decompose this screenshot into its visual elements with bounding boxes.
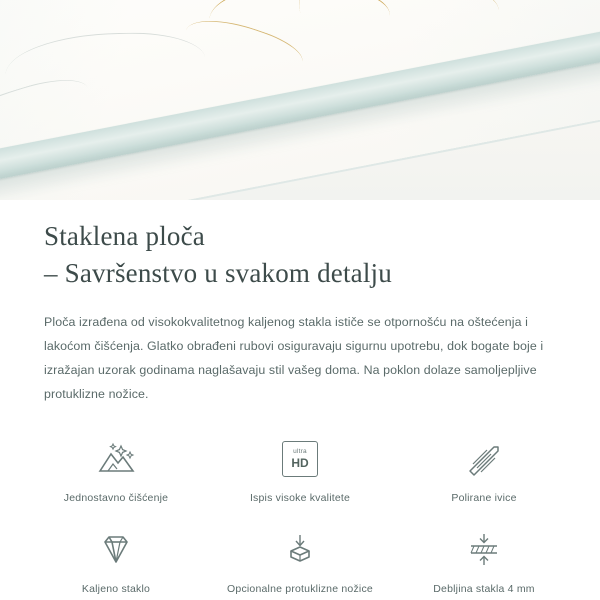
- headline-line-2: – Savršenstvo u svakom detalju: [44, 258, 392, 288]
- feature-grid: [0, 436, 600, 596]
- polished-edges-icon: [460, 436, 508, 482]
- gold-vein: [283, 0, 521, 50]
- feature-label: Polirane ivice: [451, 492, 517, 504]
- ultra-hd-badge-top: ultra: [293, 448, 307, 456]
- feature-label: Debljina stakla 4 mm: [433, 583, 535, 595]
- gold-vein: [180, 8, 307, 86]
- gold-vein: [345, 0, 502, 41]
- feature-label: Opcionalne protuklizne nožice: [227, 583, 373, 595]
- feature-label: Kaljeno staklo: [81, 583, 151, 595]
- feature-item-anti-slip-pads: [208, 527, 392, 596]
- ultra-hd-icon: [276, 436, 324, 482]
- description-paragraph: Ploča izrađena od visokokvalitetnog kaljenog stakla ističe se otpornošću na oštećenja i lakoćom čišćenja. Glatko obrađeni rubovi osiguravaju sigurnu upotrebu, dok bogate boje i izražajan uzorak godinama naglašavaju stil vašeg doma. Na poklon dolaze samoljepljive protuklizne nožice.: [44, 315, 544, 401]
- feature-label: Ispis visoke kvalitete: [249, 492, 351, 504]
- glass-thickness-icon: [460, 527, 508, 573]
- feature-item-polished-edges: [392, 436, 576, 505]
- diamond-icon: [92, 527, 140, 573]
- page-title: [44, 218, 556, 292]
- feature-label: Jednostavno čišćenje: [63, 492, 169, 504]
- feature-item-glass-thickness: [392, 527, 576, 596]
- sparkle-mountain-icon: [92, 436, 140, 482]
- feature-item-print-quality: [208, 436, 392, 505]
- headline-line-1: Staklena ploča: [44, 221, 205, 251]
- ultra-hd-badge-bottom: HD: [291, 455, 309, 470]
- feature-item-easy-cleaning: [24, 436, 208, 505]
- ultra-hd-badge: [282, 441, 318, 477]
- gold-vein: [233, 0, 394, 7]
- feature-item-tempered-glass: [24, 527, 208, 596]
- text-content: [0, 200, 600, 406]
- anti-slip-pads-icon: [276, 527, 324, 573]
- gold-vein: [208, 0, 392, 60]
- gold-vein: [370, 0, 594, 5]
- grey-vein: [5, 31, 206, 105]
- gold-vein: [466, 0, 600, 15]
- hero-image: [0, 0, 600, 200]
